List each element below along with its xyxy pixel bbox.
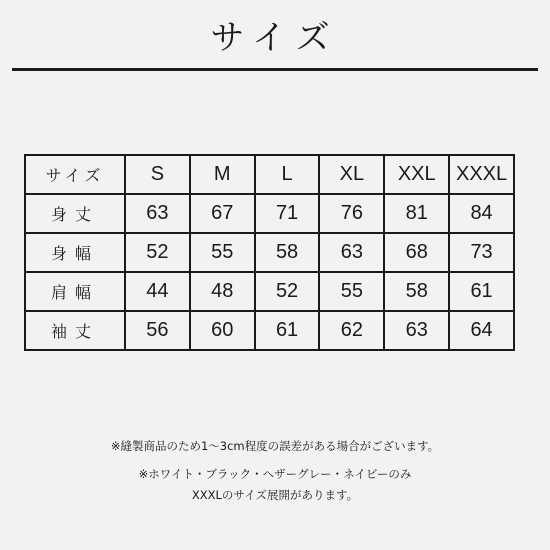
table-cell: 48 — [190, 272, 255, 311]
table-cell: 62 — [319, 311, 384, 350]
table-cell: 63 — [319, 233, 384, 272]
table-cell: 52 — [125, 233, 190, 272]
table-cell: 61 — [255, 311, 320, 350]
table-cell: 64 — [449, 311, 514, 350]
header-cell-m: M — [190, 155, 255, 194]
title-divider — [12, 68, 538, 71]
row-label-sleeve-length: 袖丈 — [25, 311, 125, 350]
header-cell-xxxl: XXXL — [449, 155, 514, 194]
table-cell: 71 — [255, 194, 320, 233]
table-cell: 81 — [384, 194, 449, 233]
header-cell-l: L — [255, 155, 320, 194]
header-cell-xl: XL — [319, 155, 384, 194]
table-cell: 67 — [190, 194, 255, 233]
size-table — [24, 154, 515, 351]
header-cell-size: サイズ — [25, 155, 125, 194]
header-cell-xxl: XXL — [384, 155, 449, 194]
table-cell: 60 — [190, 311, 255, 350]
table-row — [25, 194, 514, 233]
table-cell: 68 — [384, 233, 449, 272]
table-cell: 55 — [319, 272, 384, 311]
row-label-body-length: 身丈 — [25, 194, 125, 233]
table-cell: 73 — [449, 233, 514, 272]
note-xxxl-availability: XXXLのサイズ展開があります。 — [191, 488, 359, 502]
table-cell: 56 — [125, 311, 190, 350]
table-cell: 52 — [255, 272, 320, 311]
table-cell: 61 — [449, 272, 514, 311]
table-header-row — [25, 155, 514, 194]
table-row — [25, 272, 514, 311]
table-row — [25, 311, 514, 350]
table-cell: 44 — [125, 272, 190, 311]
row-label-body-width: 身幅 — [25, 233, 125, 272]
table-row — [25, 233, 514, 272]
row-label-shoulder-width: 肩幅 — [25, 272, 125, 311]
note-tolerance: ※縫製商品のため1〜3cm程度の誤差がある場合がございます。 — [110, 439, 440, 453]
table-cell: 63 — [384, 311, 449, 350]
table-cell: 55 — [190, 233, 255, 272]
table-cell: 58 — [255, 233, 320, 272]
table-cell: 63 — [125, 194, 190, 233]
table-cell: 76 — [319, 194, 384, 233]
table-cell: 58 — [384, 272, 449, 311]
table-cell: 84 — [449, 194, 514, 233]
header-cell-s: S — [125, 155, 190, 194]
page-title: サイズ — [210, 18, 340, 58]
note-color-availability: ※ホワイト・ブラック・ヘザーグレー・ネイビーのみ — [138, 467, 412, 481]
